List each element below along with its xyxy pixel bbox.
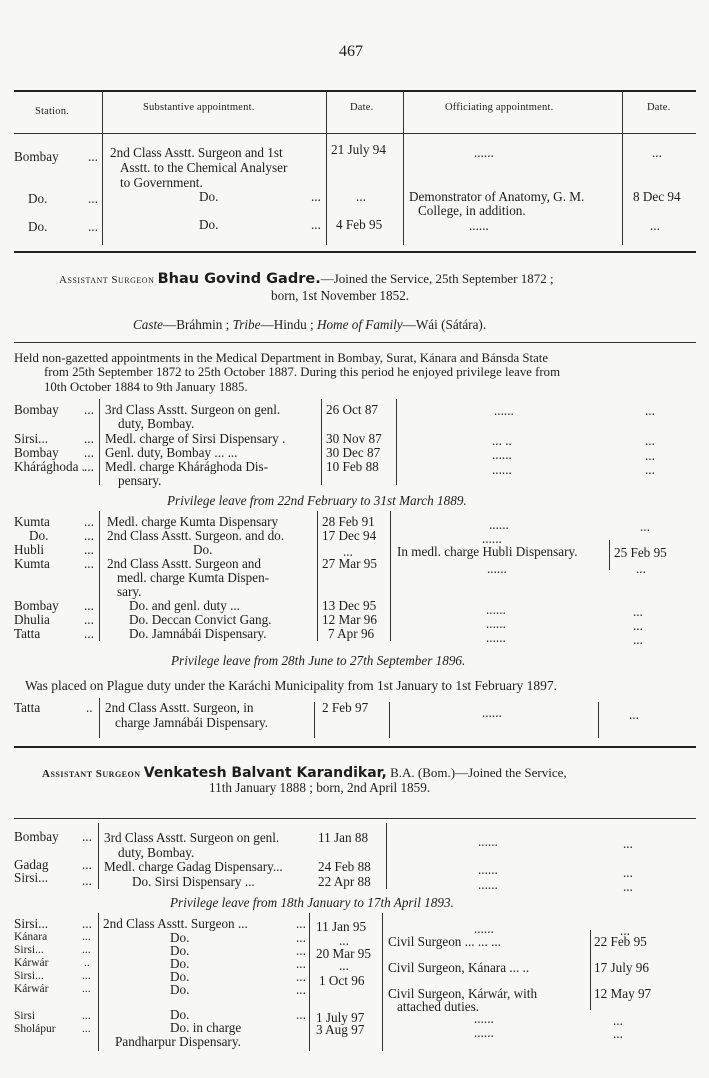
station-cell: Sholápur	[14, 1023, 56, 1035]
table-header-rule	[14, 133, 696, 134]
station-cell: Do.	[28, 191, 48, 206]
appointment-cell: Medl. charge Kumta Dispensary	[107, 514, 279, 529]
col-divider	[590, 930, 591, 1010]
col-divider	[98, 913, 99, 1051]
date2-cell: ...	[636, 561, 646, 576]
officiating-cell: In medl. charge Hubli Dispensary.	[397, 544, 578, 559]
appointment-cell: Do.	[193, 542, 213, 557]
date2-cell: ...	[652, 145, 662, 160]
officer-rank: Assistant Surgeon	[42, 768, 141, 780]
appointment-cell: Do. Jamnábái Dispensary.	[129, 626, 267, 641]
appointment-cell: Do. and genl. duty ...	[129, 598, 240, 613]
appointment-cell: pensary.	[118, 473, 162, 488]
table-top-rule	[14, 90, 696, 92]
station-cell: Do.	[28, 219, 48, 234]
header-substantive: Substantive appointment.	[143, 102, 255, 113]
station-cell: Bombay	[14, 829, 59, 844]
leader-dots: ..	[86, 700, 93, 715]
caste-value: —Bráhmin ;	[163, 317, 233, 332]
officer-intro: B.A. (Bom.)—Joined the Service,	[386, 765, 567, 780]
date-cell: 13 Dec 95	[322, 598, 377, 613]
station-cell: Sirsi...	[14, 970, 44, 982]
section-rule	[14, 746, 696, 748]
appointment-cell: Medl. charge Gadag Dispensary...	[104, 859, 283, 874]
date-cell: 1 July 97	[316, 1010, 365, 1025]
officiating-cell: Civil Surgeon, Kárwár, with	[388, 986, 538, 1001]
col-divider	[403, 91, 404, 245]
leader-dots: ...	[82, 873, 92, 888]
date-cell: 10 Feb 88	[326, 459, 379, 474]
appointment-cell: Do.	[170, 1007, 190, 1022]
date-cell: ...	[343, 544, 353, 559]
col-divider	[386, 823, 387, 889]
officer-heading	[42, 766, 567, 780]
date-cell: 11 Jan 95	[316, 919, 367, 934]
col-divider	[98, 823, 99, 889]
officiating-cell: Demonstrator of Anatomy, G. M.	[409, 189, 585, 204]
station-cell: Sirsi...	[14, 431, 49, 446]
appointment-cell: Medl. charge of Sirsi Dispensary .	[105, 431, 286, 446]
date2-cell: ...	[620, 923, 630, 938]
officiating-cell: Civil Surgeon ... ... ...	[388, 934, 501, 949]
appointment-cell: duty, Bombay.	[118, 845, 195, 860]
officiating-cell: ......	[494, 403, 514, 418]
officiating-cell: ......	[474, 1011, 494, 1026]
home-value: —Wái (Sátára).	[402, 317, 487, 332]
appointment-cell: Do.	[199, 217, 219, 232]
appointment-cell: 3rd Class Asstt. Surgeon on genl.	[104, 830, 280, 845]
appointment-cell: Do. in charge	[170, 1020, 242, 1035]
officiating-cell: ......	[474, 921, 494, 936]
station-cell: Bombay	[14, 445, 59, 460]
rule	[14, 818, 696, 819]
date-cell: 2 Feb 97	[322, 700, 369, 715]
leader-dots: ...	[82, 857, 92, 872]
appointment-cell: charge Jamnábái Dispensary.	[115, 715, 269, 730]
leader-dots: ...	[296, 916, 306, 931]
officiating-cell: ......	[489, 517, 509, 532]
page-number: 467	[339, 43, 363, 60]
officiating-cell: ......	[478, 862, 498, 877]
col-divider	[309, 913, 310, 1051]
leader-dots: ...	[82, 1010, 91, 1022]
station-cell: Kumta	[14, 556, 50, 571]
leader-dots: ...	[296, 1007, 306, 1022]
leader-dots: ...	[84, 431, 94, 446]
col-divider	[314, 702, 315, 738]
date2-cell: ...	[650, 218, 660, 233]
appointment-cell: Do.	[170, 969, 190, 984]
station-cell: Hubli	[14, 542, 45, 557]
date2-cell: 12 May 97	[594, 986, 652, 1001]
station-cell: Kárwár	[14, 983, 49, 995]
officiating-cell: ......	[486, 616, 506, 631]
appointment-cell: 2nd Class Asstt. Surgeon ...	[103, 916, 248, 931]
appointment-cell: 2nd Class Asstt. Surgeon, in	[105, 700, 254, 715]
leader-dots: ...	[311, 217, 321, 232]
station-cell: Sirsi...	[14, 916, 49, 931]
date-cell: 11 Jan 88	[318, 830, 369, 845]
date2-cell: ...	[640, 519, 650, 534]
officer-heading	[59, 272, 554, 287]
col-divider	[382, 913, 383, 1051]
col-divider	[99, 399, 100, 485]
tribe-label: Tribe	[232, 317, 261, 332]
col-divider	[390, 511, 391, 641]
date2-cell: 22 Feb 95	[594, 934, 647, 949]
officiating-cell: ......	[492, 462, 512, 477]
plague-note: Was placed on Plague duty under the Karáchi Municipality from 1st January to 1st February 1897.	[25, 678, 558, 693]
date2-cell: ...	[633, 618, 643, 633]
rule	[14, 342, 696, 343]
date2-cell: ...	[623, 836, 633, 851]
home-label: Home of Family	[316, 317, 403, 332]
date-cell: 27 Mar 95	[322, 556, 377, 571]
station-cell: Sirsi	[14, 1010, 36, 1022]
date2-cell: 25 Feb 95	[614, 545, 667, 560]
appointment-cell: Genl. duty, Bombay ... ...	[105, 445, 238, 460]
date-cell: ...	[356, 189, 366, 204]
leader-dots: ...	[84, 402, 94, 417]
held-text: from 25th September 1872 to 25th October 1887. During this period he enjoyed privilege leave from	[44, 365, 561, 379]
date-cell: 24 Feb 88	[318, 859, 371, 874]
date2-cell: ...	[633, 604, 643, 619]
date-cell: 1 Oct 96	[319, 973, 365, 988]
header-date: Date.	[350, 102, 374, 113]
station-cell: Sirsi...	[14, 870, 49, 885]
station-cell: Bombay	[14, 598, 59, 613]
leader-dots: ...	[84, 528, 94, 543]
leader-dots: ...	[88, 219, 98, 234]
leader-dots: ...	[296, 930, 306, 945]
leader-dots: ...	[82, 931, 91, 943]
date-cell: 30 Dec 87	[326, 445, 381, 460]
leader-dots: ..	[84, 957, 90, 969]
date-cell: 28 Feb 91	[322, 514, 375, 529]
station-cell: Do.	[29, 528, 49, 543]
date2-cell: ...	[633, 632, 643, 647]
date2-cell: ...	[645, 448, 655, 463]
leader-dots: ...	[311, 189, 321, 204]
leader-dots: ...	[84, 514, 94, 529]
officiating-cell: ......	[486, 630, 506, 645]
officiating-cell: ......	[487, 561, 507, 576]
held-text: 10th October 1884 to 9th January 1885.	[44, 380, 248, 394]
leader-dots: ...	[82, 916, 92, 931]
appointment-cell: Asstt. to the Chemical Analyser	[120, 160, 288, 175]
leader-dots: ...	[82, 829, 92, 844]
station-cell: Kánara	[14, 931, 48, 943]
date-cell: 26 Oct 87	[326, 402, 379, 417]
leader-dots: ...	[84, 445, 94, 460]
station-cell: Bombay	[14, 149, 59, 164]
col-divider	[99, 511, 100, 641]
officiating-cell: ... ..	[492, 433, 512, 448]
date-cell: 21 July 94	[331, 142, 386, 157]
date-cell: 7 Apr 96	[328, 626, 375, 641]
officiating-cell: ......	[478, 834, 498, 849]
date2-cell: ...	[629, 707, 639, 722]
col-divider	[99, 698, 100, 738]
date2-cell: ...	[645, 433, 655, 448]
col-divider	[598, 702, 599, 738]
officer-name: Bhau Govind Gadre.	[157, 271, 321, 287]
station-cell: Dhulia	[14, 612, 50, 627]
held-text: Held non-gazetted appointments in the Medical Department in Bombay, Surat, Kánara and Bánsda State	[14, 351, 548, 365]
appointment-cell: Do.	[170, 982, 190, 997]
date-cell: ...	[339, 958, 349, 973]
leader-dots: ...	[84, 542, 94, 557]
appointment-cell: duty, Bombay.	[118, 416, 195, 431]
officiating-cell: Civil Surgeon, Kánara ... ..	[388, 960, 530, 975]
col-divider	[389, 702, 390, 738]
leader-dots: ...	[84, 612, 94, 627]
leader-dots: ...	[296, 956, 306, 971]
officer-intro: —Joined the Service, 25th September 1872 ;	[320, 271, 554, 286]
date2-cell: ...	[623, 865, 633, 880]
leader-dots: ...	[84, 459, 94, 474]
leader-dots: ...	[82, 1023, 91, 1035]
leader-dots: ...	[88, 149, 98, 164]
header-officiating: Officiating appointment.	[445, 102, 554, 113]
station-cell: Bombay	[14, 402, 59, 417]
leader-dots: ...	[82, 983, 91, 995]
date-cell: 4 Feb 95	[336, 217, 383, 232]
station-cell: Tatta	[14, 700, 41, 715]
col-divider	[102, 91, 103, 245]
officiating-cell: ......	[482, 705, 502, 720]
officiating-cell: attached duties.	[397, 999, 480, 1014]
leader-dots: ...	[296, 969, 306, 984]
appointment-cell: 3rd Class Asstt. Surgeon on genl.	[105, 402, 281, 417]
col-divider	[326, 91, 327, 245]
leader-dots: ...	[296, 943, 306, 958]
col-divider	[396, 399, 397, 485]
appointment-cell: 2nd Class Asstt. Surgeon and	[107, 556, 261, 571]
officiating-cell: ......	[482, 531, 502, 546]
leave-note: Privilege leave from 28th June to 27th September 1896.	[171, 653, 466, 668]
leave-note: Privilege leave from 22nd February to 31st March 1889.	[167, 493, 467, 508]
date2-cell: ...	[613, 1026, 623, 1041]
col-divider	[317, 511, 318, 641]
date-cell: 30 Nov 87	[326, 431, 382, 446]
appointment-cell: Do. Deccan Convict Gang.	[129, 612, 272, 627]
header-date-2: Date.	[647, 102, 671, 113]
appointment-cell: 2nd Class Asstt. Surgeon. and do.	[107, 528, 285, 543]
station-cell: Gadag	[14, 857, 49, 872]
date2-cell: 17 July 96	[594, 960, 649, 975]
section-rule	[14, 251, 696, 253]
appointment-cell: Do.	[170, 956, 190, 971]
station-cell: Tatta	[14, 626, 41, 641]
leader-dots: ...	[296, 982, 306, 997]
appointment-cell: Do.	[170, 930, 190, 945]
date-cell: 17 Dec 94	[322, 528, 377, 543]
caste-line	[133, 318, 486, 331]
date-cell: 22 Apr 88	[318, 874, 371, 889]
col-divider	[622, 91, 623, 245]
date-cell: ...	[339, 933, 349, 948]
officiating-cell: College, in addition.	[418, 203, 526, 218]
tribe-value: —Hindu ;	[260, 317, 317, 332]
station-cell: Khárághoda .	[14, 459, 86, 474]
leader-dots: ...	[84, 626, 94, 641]
leader-dots: ...	[84, 598, 94, 613]
date2-cell: ...	[623, 879, 633, 894]
leader-dots: ...	[88, 191, 98, 206]
leader-dots: ...	[84, 556, 94, 571]
appointment-cell: Do.	[199, 189, 219, 204]
officer-rank: Assistant Surgeon	[59, 274, 155, 286]
officiating-cell: ......	[486, 602, 506, 617]
header-station: Station.	[35, 106, 69, 117]
date2-cell: 8 Dec 94	[633, 189, 681, 204]
leave-note: Privilege leave from 18th January to 17th April 1893.	[170, 895, 454, 910]
officer-intro-2: 11th January 1888 ; born, 2nd April 1859.	[209, 780, 431, 795]
appointment-cell: to Government.	[120, 175, 203, 190]
station-cell: Sirsi...	[14, 944, 44, 956]
appointment-cell: Do. Sirsi Dispensary ...	[132, 874, 255, 889]
leader-dots: ...	[82, 970, 91, 982]
appointment-cell: Pandharpur Dispensary.	[115, 1034, 241, 1049]
date-cell: 20 Mar 95	[316, 946, 371, 961]
station-cell: Kumta	[14, 514, 50, 529]
officiating-cell: ......	[474, 145, 494, 160]
col-divider	[321, 399, 322, 485]
officer-name: Venkatesh Balvant Karandikar,	[143, 765, 387, 781]
caste-label: Caste	[133, 317, 164, 332]
date2-cell: ...	[645, 462, 655, 477]
station-cell: Kárwár	[14, 957, 49, 969]
date2-cell: ...	[613, 1013, 623, 1028]
col-divider	[609, 540, 610, 570]
date-cell: 3 Aug 97	[316, 1022, 365, 1037]
officiating-cell: ......	[492, 447, 512, 462]
date-cell: 12 Mar 96	[322, 612, 377, 627]
appointment-cell: sary.	[117, 584, 142, 599]
leader-dots: ...	[82, 944, 91, 956]
date2-cell: ...	[645, 403, 655, 418]
officer-intro-2: born, 1st November 1852.	[271, 288, 410, 303]
appointment-cell: Medl. charge Khárághoda Dis-	[105, 459, 269, 474]
appointment-cell: Do.	[170, 943, 190, 958]
appointment-cell: 2nd Class Asstt. Surgeon and 1st	[110, 145, 283, 160]
officiating-cell: ......	[469, 218, 489, 233]
appointment-cell: medl. charge Kumta Dispen-	[117, 570, 270, 585]
officiating-cell: ......	[474, 1025, 494, 1040]
officiating-cell: ......	[478, 877, 498, 892]
